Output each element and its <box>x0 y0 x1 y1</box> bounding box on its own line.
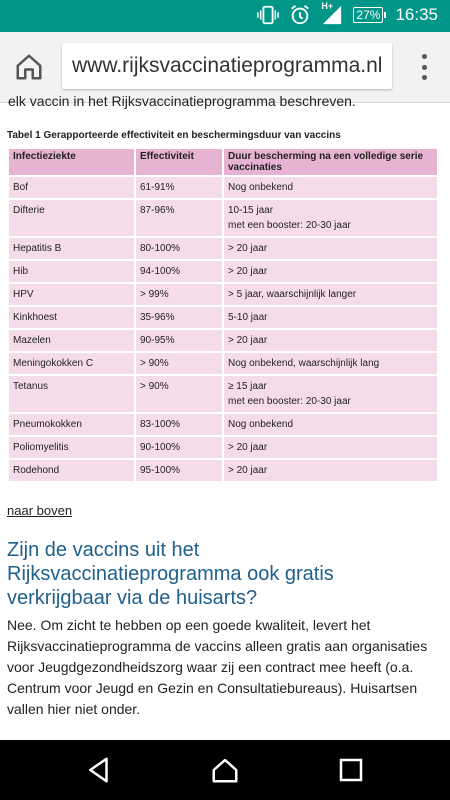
navigation-bar <box>0 740 450 800</box>
vibrate-icon <box>257 4 279 26</box>
table-row <box>9 307 437 328</box>
cell-disease: Mazelen <box>9 330 134 351</box>
cell-effectiveness: 80-100% <box>136 238 222 259</box>
cell-disease: Bof <box>9 177 134 198</box>
section-title: Zijn de vaccins uit het Rijksvaccinatieprogramma ook gratis verkrijgbaar via de huisarts? <box>7 539 334 609</box>
cell-duration: > 20 jaar <box>224 460 437 481</box>
recents-icon[interactable] <box>336 755 366 785</box>
cell-effectiveness: 90-95% <box>136 330 222 351</box>
signal-icon <box>321 1 343 26</box>
cell-effectiveness: > 90% <box>136 376 222 412</box>
cell-disease: Pneumokokken <box>9 414 134 435</box>
cell-effectiveness: 94-100% <box>136 261 222 282</box>
table-row <box>9 284 437 305</box>
back-to-top-link[interactable]: naar boven <box>7 503 73 518</box>
cell-effectiveness: 95-100% <box>136 460 222 481</box>
table-row <box>9 414 437 435</box>
cell-effectiveness: > 90% <box>136 353 222 374</box>
table-row <box>9 330 437 351</box>
clock: 16:35 <box>395 5 438 24</box>
alarm-icon <box>289 4 311 26</box>
cell-duration: ≥ 15 jaar met een booster: 20-30 jaar <box>224 376 437 412</box>
cell-effectiveness: 87-96% <box>136 200 222 236</box>
cell-duration: > 20 jaar <box>224 330 437 351</box>
table-caption: Tabel 1 Gerapporteerde effectiviteit en beschermingsduur van vaccins <box>7 130 341 141</box>
battery-icon: 27% <box>353 7 383 23</box>
cell-disease: Rodehond <box>9 460 134 481</box>
status-bar <box>0 0 450 32</box>
cell-disease: HPV <box>9 284 134 305</box>
table-row <box>9 376 437 412</box>
table-row <box>9 200 437 236</box>
cell-duration: > 5 jaar, waarschijnlijk langer <box>224 284 437 305</box>
home-icon[interactable] <box>14 52 44 82</box>
cell-disease: Kinkhoest <box>9 307 134 328</box>
table-header-row <box>9 149 437 175</box>
table-row <box>9 353 437 374</box>
table-row <box>9 437 437 458</box>
url-text: www.rijksvaccinatieprogramma.nl <box>72 54 383 77</box>
page-content <box>0 93 450 740</box>
cell-duration: > 20 jaar <box>224 238 437 259</box>
cell-disease: Hepatitis B <box>9 238 134 259</box>
cell-duration: > 20 jaar <box>224 437 437 458</box>
cell-disease: Meningokokken C <box>9 353 134 374</box>
cell-duration: 10-15 jaar met een booster: 20-30 jaar <box>224 200 437 236</box>
table-row <box>9 177 437 198</box>
cell-duration: > 20 jaar <box>224 261 437 282</box>
cell-disease: Difterie <box>9 200 134 236</box>
home-nav-icon[interactable] <box>210 755 240 785</box>
cell-effectiveness: 83-100% <box>136 414 222 435</box>
truncated-text: elk vaccin in het Rijksvaccinatieprogramma beschreven. <box>8 93 356 109</box>
cell-disease: Hib <box>9 261 134 282</box>
url-field[interactable] <box>62 43 392 89</box>
cell-duration: Nog onbekend <box>224 177 437 198</box>
cell-duration: 5-10 jaar <box>224 307 437 328</box>
cell-effectiveness: > 99% <box>136 284 222 305</box>
header-effectiveness: Effectiviteit <box>136 149 222 175</box>
cell-disease: Tetanus <box>9 376 134 412</box>
cell-duration: Nog onbekend, waarschijnlijk lang <box>224 353 437 374</box>
section-paragraph: Nee. Om zicht te hebben op een goede kwaliteit, levert het Rijksvaccinatieprogramma de vaccins alleen gratis aan organisaties voor Jeugdgezondheidszorg waar zij een contract mee heeft (o.a. Centrum voor Jeugd en Gezin en Consultatiebureaus). Huisartsen vallen hier niet onder. <box>7 617 428 717</box>
header-duration: Duur bescherming na een volledige serie vaccinaties <box>224 149 437 175</box>
cell-effectiveness: 61-91% <box>136 177 222 198</box>
cell-disease: Poliomyelitis <box>9 437 134 458</box>
network-type-label: H+ <box>321 1 334 11</box>
cell-effectiveness: 90-100% <box>136 437 222 458</box>
table-row <box>9 261 437 282</box>
cell-effectiveness: 35-96% <box>136 307 222 328</box>
back-icon[interactable] <box>84 755 114 785</box>
vaccine-table <box>7 147 439 483</box>
overflow-menu-icon[interactable] <box>420 54 428 80</box>
table-row <box>9 460 437 481</box>
header-disease: Infectieziekte <box>9 149 134 175</box>
table-row <box>9 238 437 259</box>
cell-duration: Nog onbekend <box>224 414 437 435</box>
